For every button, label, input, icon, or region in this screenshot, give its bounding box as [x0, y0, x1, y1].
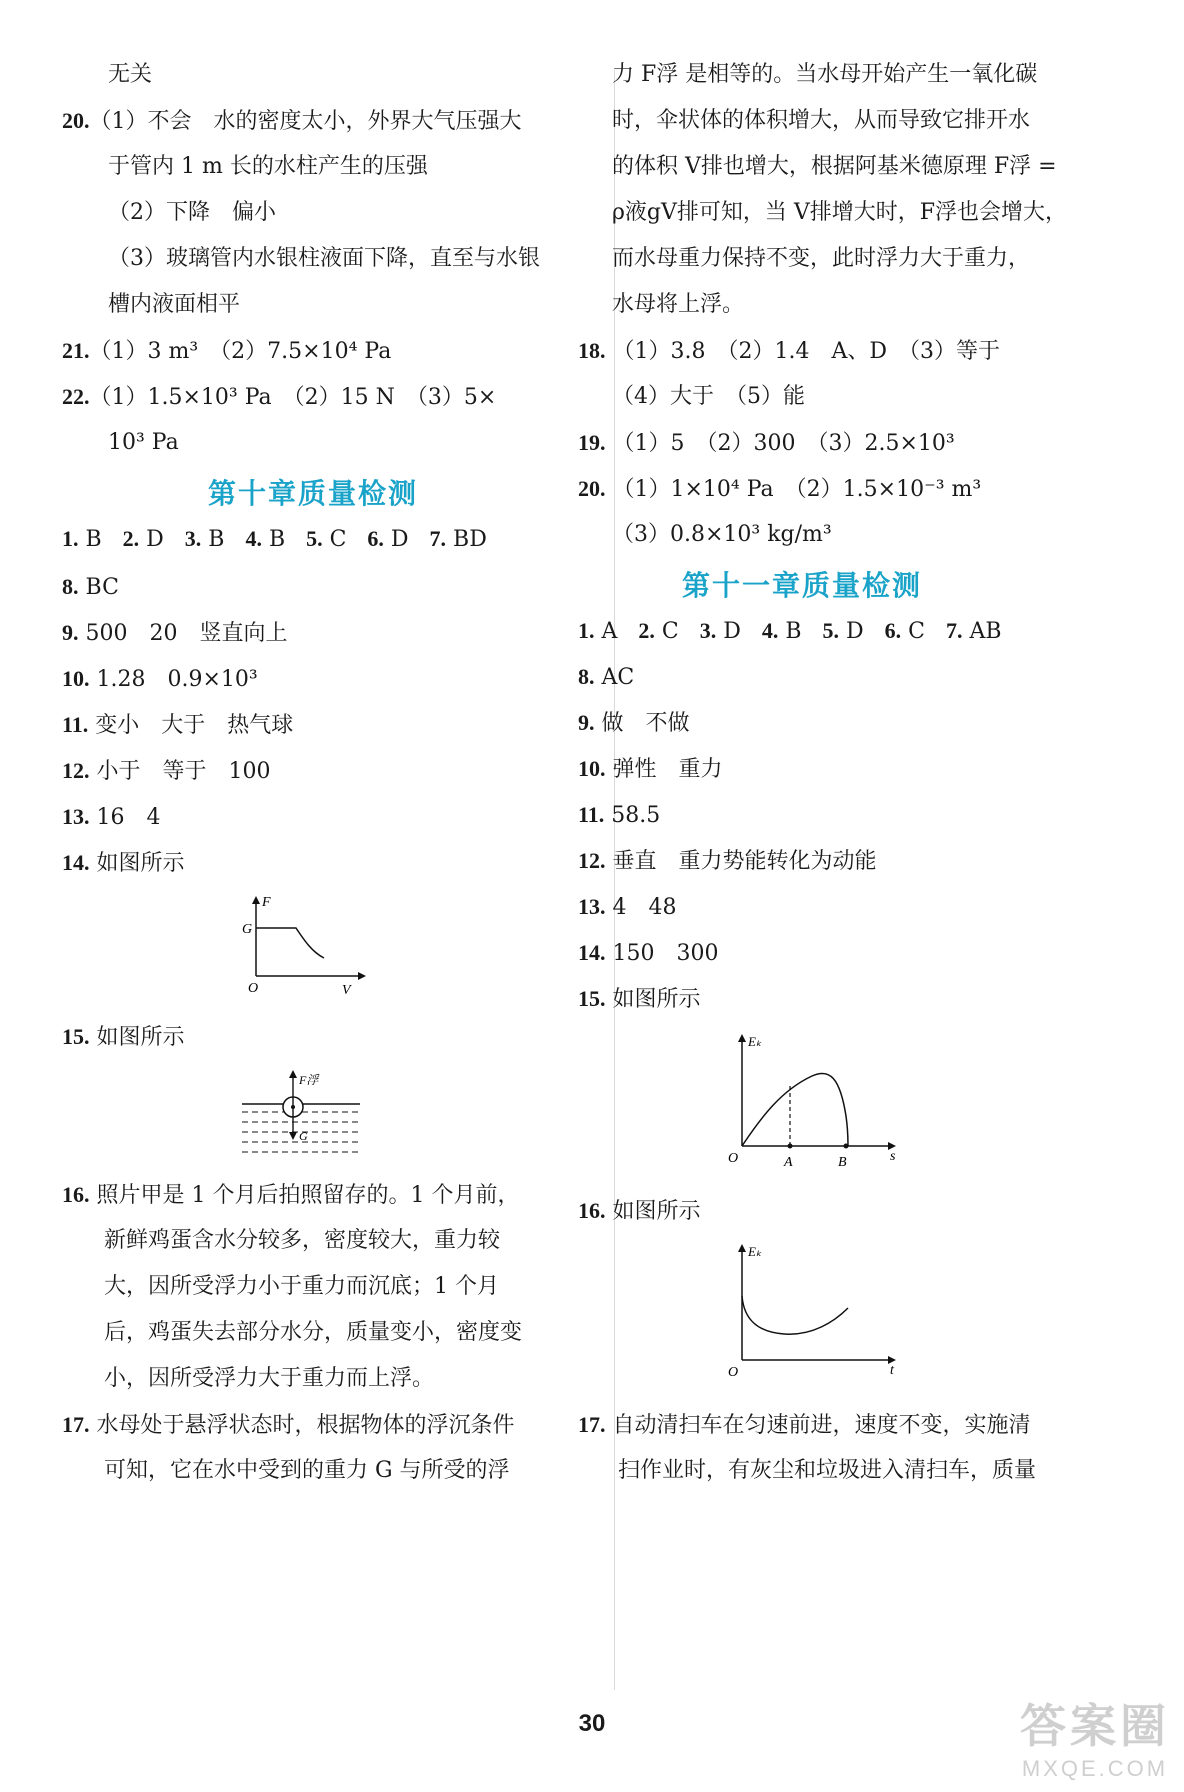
right-item-9: 9. 做 不做: [578, 710, 690, 736]
left-item-12: 12. 小于 等于 100: [62, 758, 271, 784]
left-item-16-line-1: 新鲜鸡蛋含水分较多，密度较大，重力较: [104, 1228, 501, 1253]
right-item-10: 10. 弹性 重力: [578, 756, 723, 782]
left-item-14: 14. 如图所示: [62, 850, 185, 876]
watermark-url: MXQE.COM: [1021, 1756, 1169, 1781]
fig14-origin-label: O: [248, 981, 259, 996]
right-line-1: 时，伞状体的体积增大，从而导致它排开水: [612, 108, 1031, 133]
fig16r-x-label: t: [890, 1363, 894, 1378]
fig15r-b-label: B: [838, 1155, 847, 1170]
section-heading-ch11: 第十一章质量检测: [682, 569, 923, 602]
left-item-16-line-3: 后，鸡蛋失去部分水分，质量变小，密度变: [104, 1320, 523, 1345]
fig14-x-label: V: [342, 983, 351, 998]
left-item-10: 10. 1.28 0.9×10³: [62, 666, 258, 692]
left-item-16-line-0: 16. 照片甲是 1 个月后拍照留存的。1 个月前，: [62, 1182, 520, 1208]
right-line-3: ρ液gV排可知，当 V排增大时，F浮也会增大，: [612, 200, 1068, 225]
left-line-7: 22.（1）1.5×10³ Pa （2）15 N （3）5×: [62, 384, 497, 410]
right-line-10: （3）0.8×10³ kg/m³: [612, 522, 832, 547]
page-number: 30: [578, 1710, 606, 1737]
left-line-0: 无关: [108, 62, 153, 87]
right-line-5: 水母将上浮。: [612, 292, 745, 317]
left-item-13: 13. 16 4: [62, 804, 161, 830]
right-line-0: 力 F浮 是相等的。当水母开始产生一氧化碳: [612, 62, 1038, 87]
kinetic-energy-distance-graph: [722, 1026, 902, 1176]
fig16r-origin-label: O: [728, 1365, 739, 1380]
left-item-15: 15. 如图所示: [62, 1024, 185, 1050]
left-item-9: 9. 500 20 竖直向上: [62, 620, 288, 646]
watermark-logo: [1020, 1690, 1170, 1782]
left-line-8: 10³ Pa: [108, 430, 179, 455]
right-item-17-line-1: 扫作业时，有灰尘和垃圾进入清扫车，质量: [618, 1458, 1037, 1483]
answer-row-ch10: 1. B 2. D 3. B 4. B 5. C 6. D 7. BD: [62, 526, 487, 552]
left-item-17-line-0: 17. 水母处于悬浮状态时，根据物体的浮沉条件: [62, 1412, 515, 1438]
force-volume-graph: [232, 892, 372, 1002]
left-line-6: 21.（1）3 m³ （2）7.5×10⁴ Pa: [62, 338, 392, 364]
kinetic-energy-time-graph: [722, 1236, 902, 1386]
answer-row-ch11: 1. A 2. C 3. D 4. B 5. D 6. C 7. AB: [578, 618, 1002, 644]
fig15r-origin-label: O: [728, 1151, 739, 1166]
fig15r-x-label: s: [890, 1149, 896, 1164]
left-line-4: （3）玻璃管内水银柱液面下降，直至与水银: [108, 246, 540, 271]
left-item-17-line-1: 可知，它在水中受到的重力 G 与所受的浮: [104, 1458, 510, 1483]
right-item-12: 12. 垂直 重力势能转化为动能: [578, 848, 877, 874]
right-item-14: 14. 150 300: [578, 940, 719, 966]
left-line-5: 槽内液面相平: [108, 292, 241, 317]
left-item-16-line-2: 大，因所受浮力小于重力而沉底；1 个月: [104, 1274, 499, 1299]
right-line-4: 而水母重力保持不变，此时浮力大于重力，: [612, 246, 1031, 271]
fig14-g-label: G: [242, 922, 253, 937]
fig16r-y-label: Eₖ: [748, 1244, 762, 1259]
fig14-y-label: F: [262, 895, 271, 910]
left-item-16-line-4: 小，因所受浮力大于重力而上浮。: [104, 1366, 435, 1391]
right-item-11: 11. 58.5: [578, 802, 661, 828]
right-item-8: 8. AC: [578, 664, 635, 690]
fig15r-a-label: A: [784, 1155, 793, 1170]
right-line-2: 的体积 V排也增大，根据阿基米德原理 F浮 =: [612, 154, 1057, 179]
watermark-title: 答案圈: [1020, 1700, 1170, 1752]
right-line-6: 18. （1）3.8 （2）1.4 A、D （3）等于: [578, 338, 1000, 364]
section-heading-ch10: 第十章质量检测: [208, 477, 419, 510]
right-item-15: 15. 如图所示: [578, 986, 701, 1012]
right-item-13: 13. 4 48: [578, 894, 677, 920]
fig15r-y-label: Eₖ: [748, 1034, 762, 1049]
buoyancy-diagram: [236, 1062, 366, 1162]
right-line-9: 20. （1）1×10⁴ Pa （2）1.5×10⁻³ m³: [578, 476, 982, 502]
right-item-17-line-0: 17. 自动清扫车在匀速前进，速度不变，实施清: [578, 1412, 1031, 1438]
right-line-7: （4）大于 （5）能: [612, 384, 805, 409]
left-line-3: （2）下降 偏小: [108, 200, 276, 225]
left-item-8: 8. BC: [62, 574, 119, 600]
left-line-1: 20.（1）不会 水的密度太小，外界大气压强大: [62, 108, 522, 134]
fig15-buoyancy-label: F浮: [299, 1073, 319, 1087]
right-line-8: 19. （1）5 （2）300 （3）2.5×10³: [578, 430, 955, 456]
fig15-gravity-label: G: [299, 1129, 308, 1143]
left-line-2: 于管内 1 m 长的水柱产生的压强: [108, 154, 428, 179]
right-item-16: 16. 如图所示: [578, 1198, 701, 1224]
left-item-11: 11. 变小 大于 热气球: [62, 712, 294, 738]
